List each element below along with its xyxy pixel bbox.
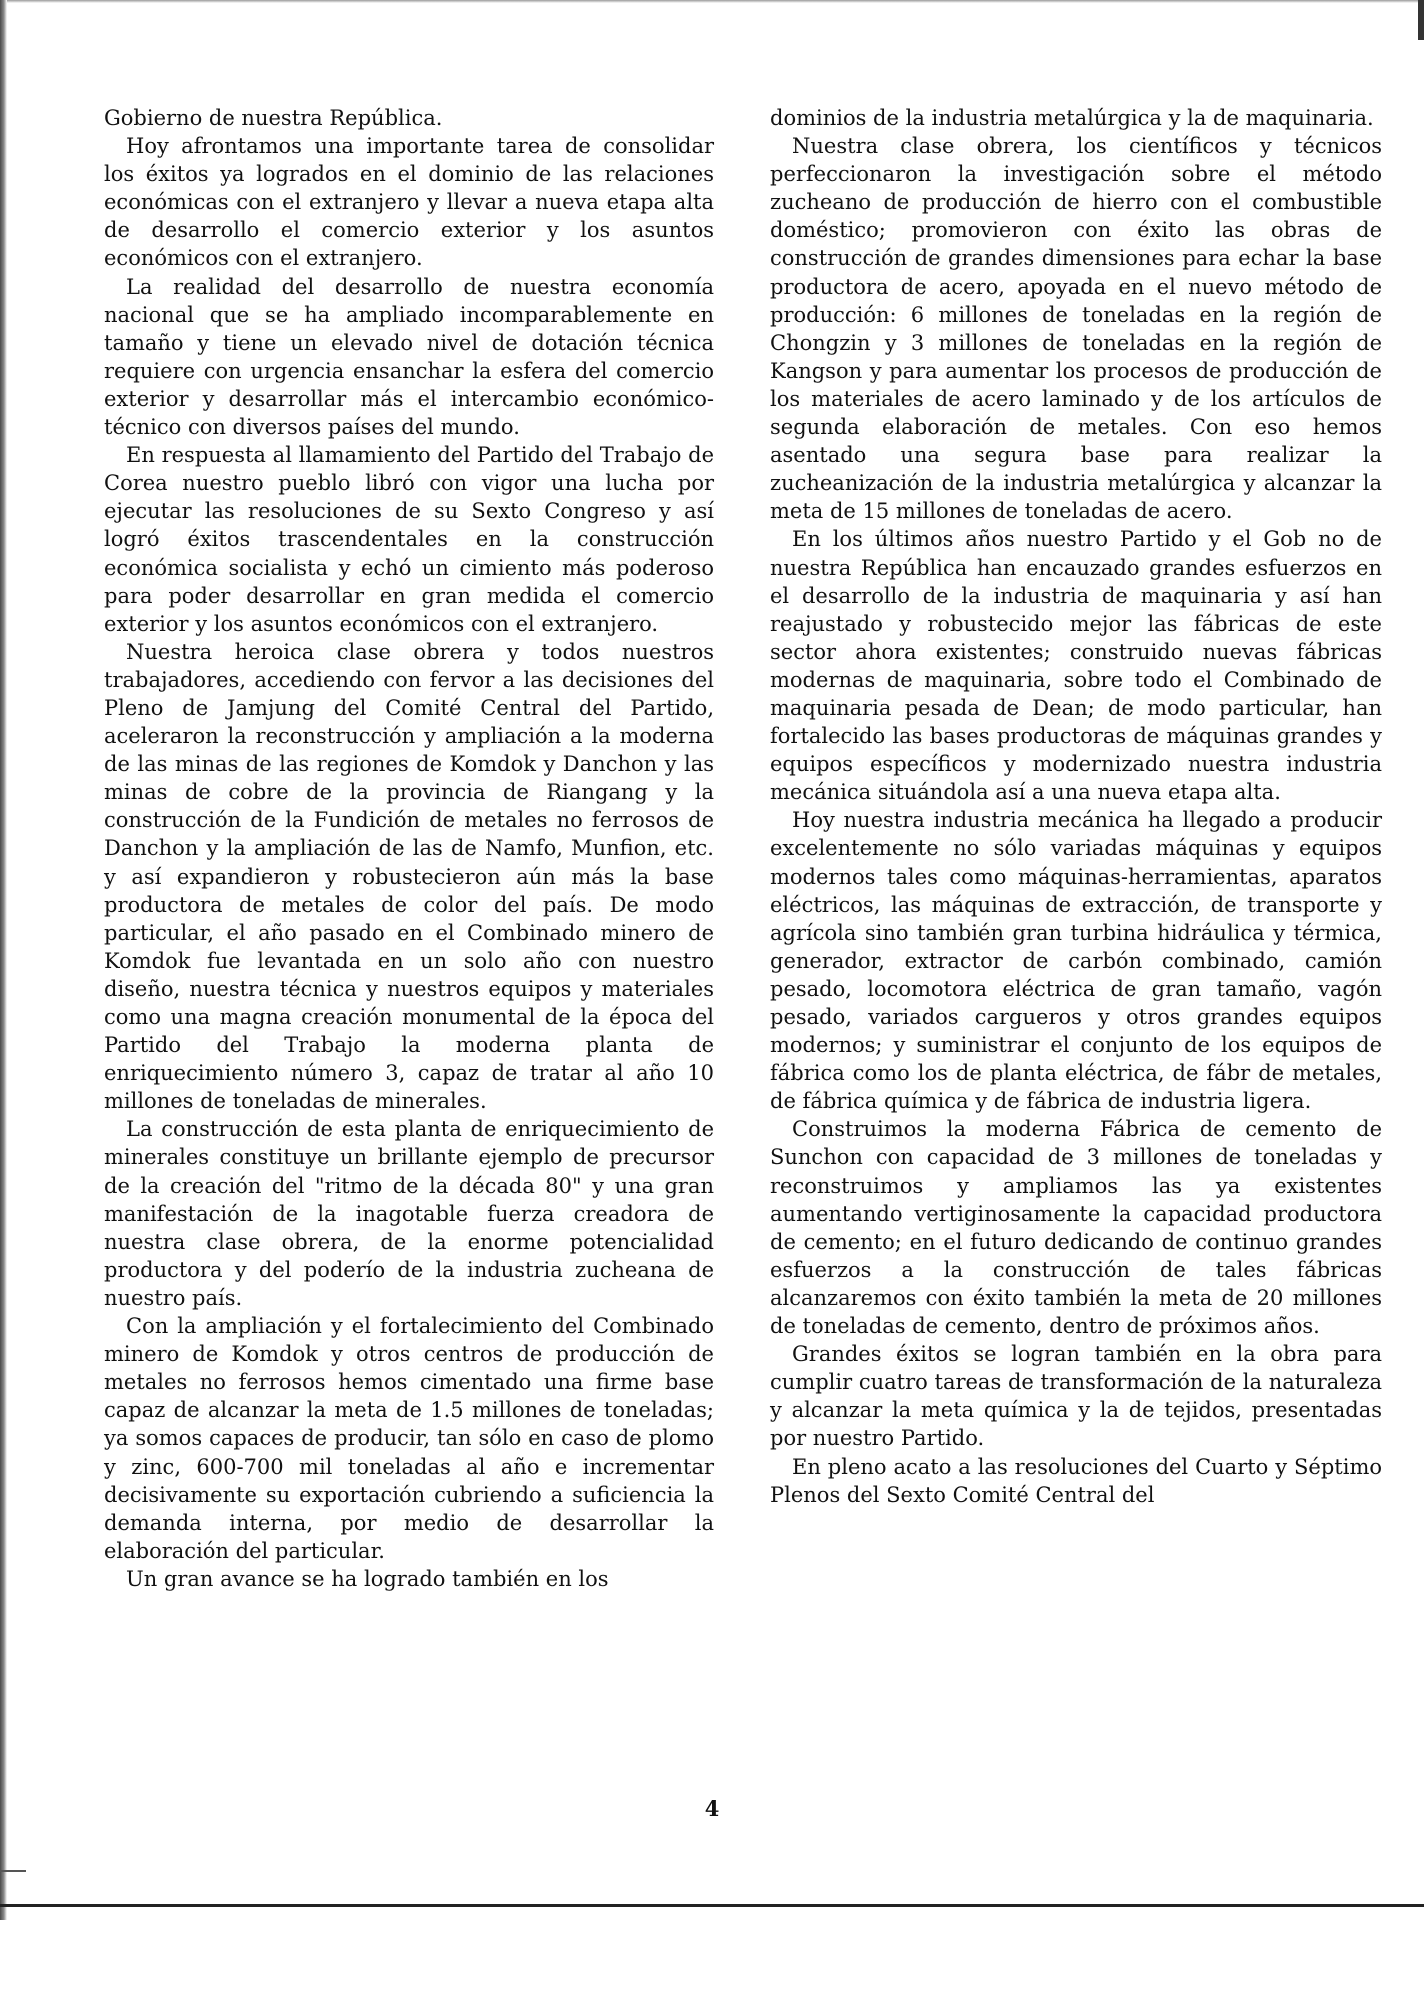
left-paragraph-4: En respuesta al llamamiento del Partido del Trabajo de Corea nuestro pueblo libró con vigor una lucha por ejecutar las resoluciones de su Sexto Congreso y así logró éxitos trascendentales en la construcción económica socialista y echó un cimiento más poderoso para poder desarrollar en gran medida el comercio exterior y los asuntos económicos con el extranjero. bbox=[104, 443, 714, 636]
scan-edge-top bbox=[0, 0, 1424, 3]
left-paragraph-7: Con la ampliación y el fortalecimiento del Combinado minero de Komdok y otros centros de producción de metales no ferrosos hemos cimentado una firme base capaz de alcanzar la meta de 1.5 millones de toneladas; ya somos capaces de producir, tan sólo en caso de plomo y zinc, 600-700 mil toneladas al año e incrementar decisivamente su exportación cubriendo a suficiencia la demanda interna, por medio de desarrollar la elaboración del particular. bbox=[104, 1314, 714, 1563]
bottom-rule bbox=[0, 1904, 1424, 1907]
left-paragraph-6: La construcción de esta planta de enriquecimiento de minerales constituye un brillante ejemplo de precursor de la creación del "ritmo de la década 80" y una gran manifestación de la inagotable fuerza creadora de nuestra clase obrera, de la enorme potencialidad productora y del poderío de la industria zucheana de nuestro país. bbox=[104, 1117, 714, 1310]
right-paragraph-7: En pleno acato a las resoluciones del Cuarto y Séptimo Plenos del Sexto Comité Central del bbox=[770, 1454, 1382, 1507]
left-paragraph-5: Nuestra heroica clase obrera y todos nuestros trabajadores, accediendo con fervor a las decisiones del Pleno de Jamjung del Comité Central del Partido, aceleraron la reconstrucción y ampliación a la moderna de las minas de las regiones de Komdok y Danchon y las minas de cobre de la provincia de Riangang y la construcción de la Fundición de metales no ferrosos de Danchon y la ampliación de las de Namfo, Munfion, etc. y así expandieron y robustecieron aún más la base productora de metales de color del país. De modo particular, el año pasado en el Combinado minero de Komdok fue levantada en un solo año con nuestro diseño, nuestra técnica y nuestros equipos y materiales como una magna creación monumental de la época del Partido del Trabajo la moderna planta de enriquecimiento número 3, capaz de tratar al año 10 millones de toneladas de minerales. bbox=[104, 639, 714, 1114]
scan-corner-mark bbox=[1418, 0, 1424, 40]
left-paragraph-3: La realidad del desarrollo de nuestra economía nacional que se ha ampliado incomparablemente en tamaño y tiene un elevado nivel de dotación técnica requiere con urgencia ensanchar la esfera del comercio exterior y desarrollar más el intercambio económico-técnico con diversos países del mundo. bbox=[104, 274, 714, 440]
left-column bbox=[104, 104, 714, 1593]
scan-mark bbox=[0, 1870, 26, 1872]
right-paragraph-1: dominios de la industria metalúrgica y la de maquinaria. bbox=[770, 106, 1374, 130]
scan-edge-left bbox=[0, 0, 7, 1920]
left-paragraph-2: Hoy afrontamos una importante tarea de consolidar los éxitos ya logrados en el dominio de las relaciones económicas con el extranjero y llevar a nueva etapa alta de desarrollo el comercio exterior y los asuntos económicos con el extranjero. bbox=[104, 134, 714, 271]
left-paragraph-8: Un gran avance se ha logrado también en los bbox=[126, 1566, 609, 1591]
page-number: 4 bbox=[704, 1796, 720, 1821]
right-paragraph-5: Construimos la moderna Fábrica de cemento de Sunchon con capacidad de 3 millones de toneladas y reconstruimos y ampliamos las ya existentes aumentando vertiginosamente la capacidad productora de cemento; en el futuro dedicando de continuo grandes esfuerzos a la construcción de tales fábricas alcanzaremos con éxito también la meta de 20 millones de toneladas de cemento, dentro de próximos años. bbox=[770, 1117, 1382, 1339]
right-paragraph-4: Hoy nuestra industria mecánica ha llegado a producir excelentemente no sólo variadas máquinas y equipos modernos tales como máquinas-herramientas, aparatos eléctricos, las máquinas de extracción, de transporte y agrícola sino también gran turbina hidráulica y térmica, generador, extractor de carbón combinado, camión pesado, locomotora eléctrica de gran tamaño, vagón pesado, variados cargueros y otros grandes equipos modernos; y suministrar el conjunto de los equipos de fábrica como los de planta eléctrica, de fábr de metales, de fábrica química y de fábrica de industria ligera. bbox=[770, 808, 1382, 1114]
left-paragraph-1: Gobierno de nuestra República. bbox=[104, 106, 443, 130]
right-paragraph-3: En los últimos años nuestro Partido y el Gob no de nuestra República han encauzado grandes esfuerzos en el desarrollo de la industria de maquinaria y así han reajustado y robustecido mejor las fábricas de este sector ahora existentes; construido nuevas fábricas modernas de maquinaria, sobre todo el Combinado de maquinaria pesada de Dean; de modo particular, han fortalecido las bases productoras de máquinas grandes y equipos específicos y modernizado nuestra industria mecánica situándola así a una nueva etapa alta. bbox=[770, 527, 1382, 805]
right-paragraph-6: Grandes éxitos se logran también en la obra para cumplir cuatro tareas de transformación de la naturaleza y alcanzar la meta química y la de tejidos, presentadas por nuestro Partido. bbox=[770, 1342, 1382, 1451]
right-paragraph-2: Nuestra clase obrera, los científicos y técnicos perfeccionaron la investigación sobre el método zucheano de producción de hierro con el combustible doméstico; promovieron con éxito las obras de construcción de grandes dimensiones para echar la base productora de acero, apoyada en el nuevo método de producción: 6 millones de toneladas en la región de Chongzin y 3 millones de toneladas en la región de Kangson y para aumentar los procesos de producción de los materiales de acero laminado y de los artículos de segunda elaboración de metales. Con eso hemos asentado una segura base para realizar la zucheanización de la industria metalúrgica y alcanzar la meta de 15 millones de toneladas de acero. bbox=[770, 134, 1382, 524]
right-column bbox=[770, 104, 1382, 1509]
